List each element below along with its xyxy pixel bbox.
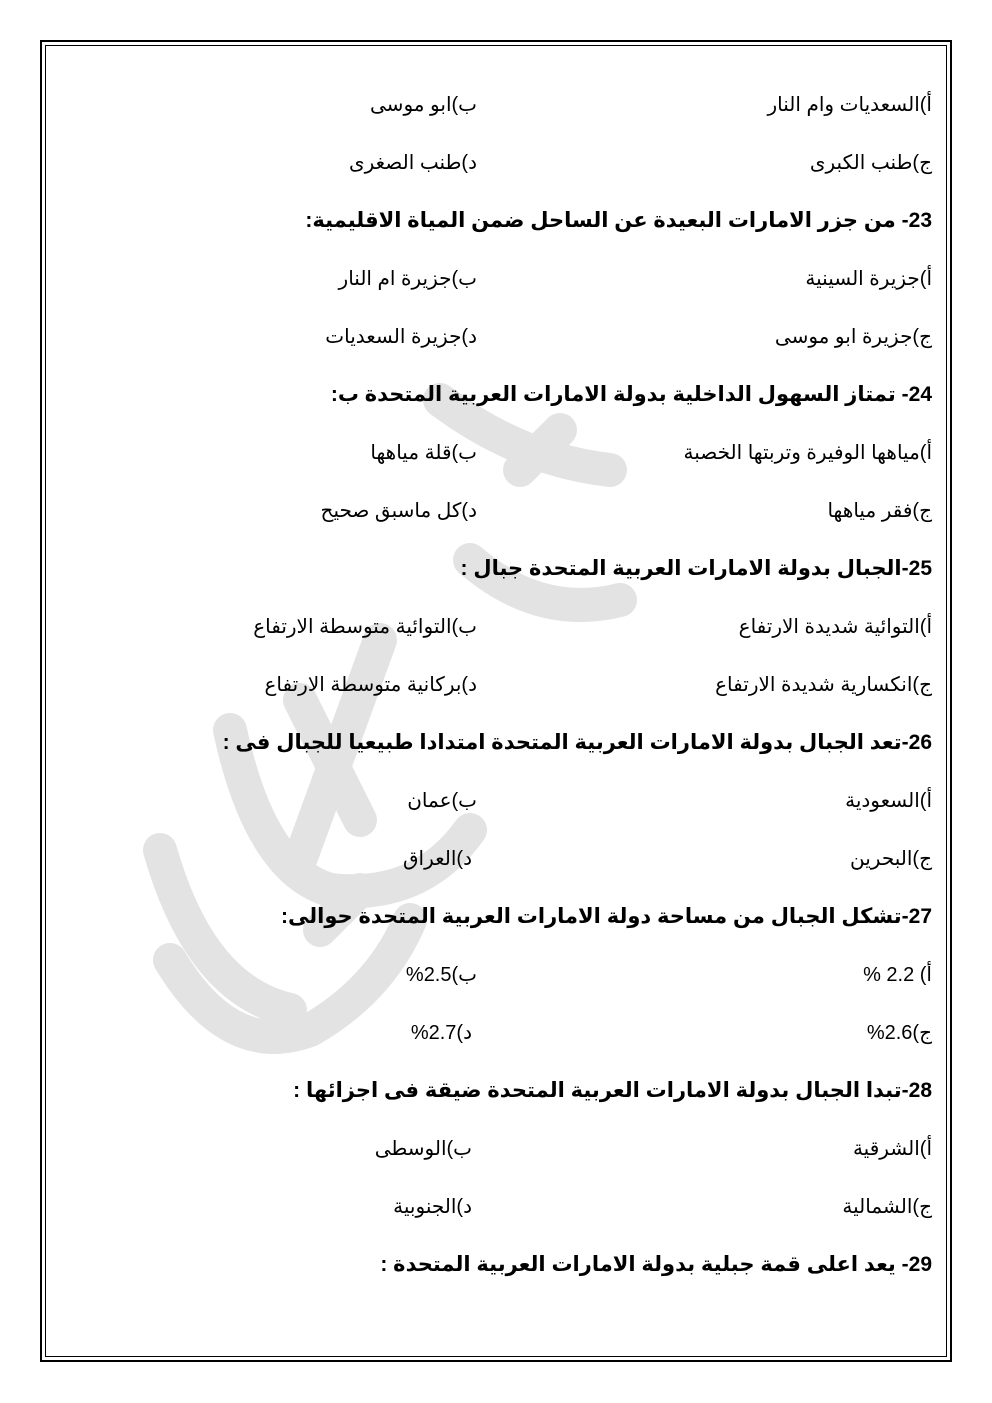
option-b: ب)قلة مياهها	[370, 442, 477, 464]
option-b: ب)التوائية متوسطة الارتفاع	[253, 616, 477, 638]
options-row	[60, 1120, 932, 1178]
options-row	[60, 656, 932, 714]
option-c: ج)طنب الكبرى	[809, 152, 932, 174]
option-b: ب)جزيرة ام النار	[338, 268, 477, 290]
options-row	[60, 946, 932, 1004]
option-a: أ)التوائية شديدة الارتفاع	[738, 616, 932, 638]
option-d: د)جزيرة السعديات	[325, 326, 477, 348]
question-27: 27-تشكل الجبال من مساحة دولة الامارات العربية المتحدة حوالى:	[281, 905, 932, 928]
options-row	[60, 134, 932, 192]
options-row	[60, 424, 932, 482]
options-row	[60, 308, 932, 366]
option-a: أ)الشرقية	[852, 1138, 932, 1160]
exam-page-content	[60, 76, 932, 1294]
option-d: د)الجنوبية	[393, 1196, 472, 1218]
option-d: د)2.7%	[410, 1022, 472, 1044]
question-25: 25-الجبال بدولة الامارات العربية المتحدة جبال :	[460, 557, 932, 580]
question-28: 28-تبدا الجبال بدولة الامارات العربية المتحدة ضيقة فى اجزائها :	[293, 1079, 932, 1102]
option-d: د)العراق	[403, 848, 472, 870]
option-c: ج)فقر مياهها	[827, 500, 932, 522]
option-b: ب)ابو موسى	[370, 94, 477, 116]
options-row	[60, 1004, 932, 1062]
option-c: ج)2.6%	[866, 1022, 932, 1044]
options-row	[60, 250, 932, 308]
question-29: 29- يعد اعلى قمة جبلية بدولة الامارات العربية المتحدة :	[380, 1253, 932, 1276]
option-b: ب)2.5%	[405, 964, 477, 986]
question-24: 24- تمتاز السهول الداخلية بدولة الامارات العربية المتحدة ب:	[330, 383, 932, 406]
option-c: ج)انكسارية شديدة الارتفاع	[715, 674, 932, 696]
options-row	[60, 482, 932, 540]
option-c: ج)البحرين	[850, 848, 932, 870]
options-row	[60, 1178, 932, 1236]
option-a: أ)جزيرة السينية	[805, 268, 932, 290]
question-26: 26-تعد الجبال بدولة الامارات العربية المتحدة امتدادا طبيعيا للجبال فى :	[222, 731, 932, 754]
option-a: أ)السعديات وام النار	[767, 94, 932, 116]
option-a: أ) 2.2 %	[863, 964, 932, 986]
question-23: 23- من جزر الامارات البعيدة عن الساحل ضمن المياة الاقليمية:	[305, 209, 932, 232]
option-b: ب)عمان	[407, 790, 477, 812]
option-c: ج)الشمالية	[842, 1196, 932, 1218]
option-d: د)طنب الصغرى	[348, 152, 477, 174]
option-a: أ)مياهها الوفيرة وتربتها الخصبة	[683, 442, 932, 464]
options-row	[60, 76, 932, 134]
options-row	[60, 772, 932, 830]
options-row	[60, 598, 932, 656]
option-b: ب)الوسطى	[374, 1138, 472, 1160]
option-d: د)بركانية متوسطة الارتفاع	[264, 674, 477, 696]
option-c: ج)جزيرة ابو موسى	[774, 326, 932, 348]
options-row	[60, 830, 932, 888]
option-a: أ)السعودية	[845, 790, 932, 812]
option-d: د)كل ماسبق صحيح	[320, 500, 477, 522]
